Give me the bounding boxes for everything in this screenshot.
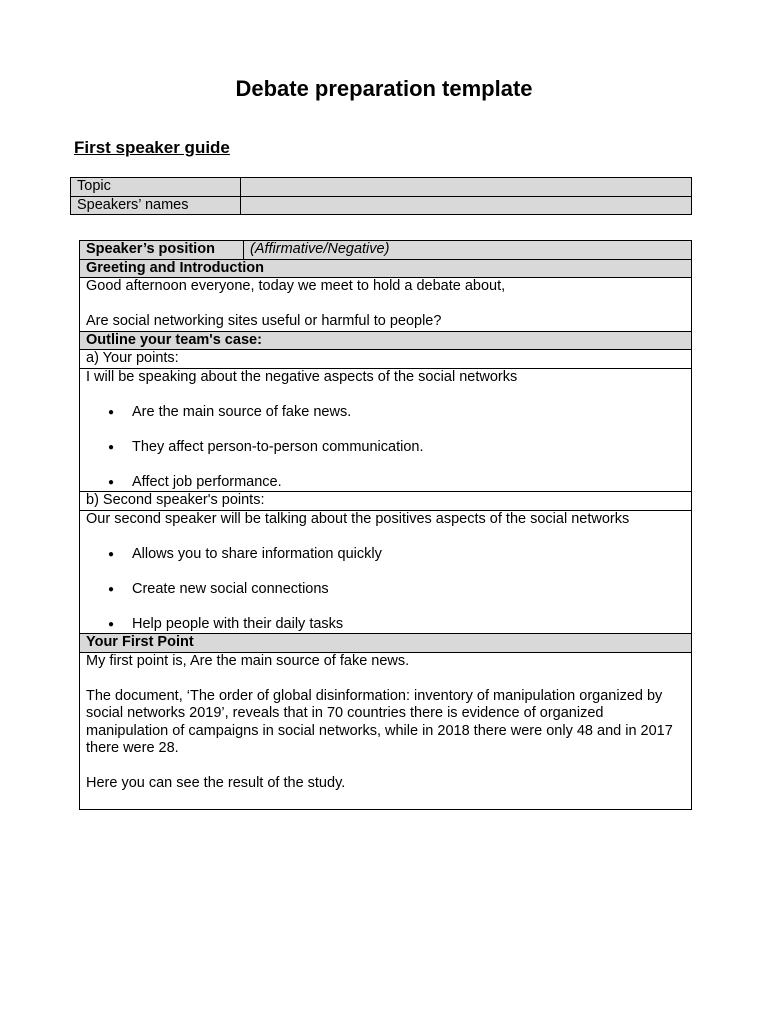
speaker-position-value[interactable]: (Affirmative/Negative): [244, 241, 692, 260]
your-points-cell[interactable]: [80, 368, 692, 492]
second-points-label: b) Second speaker's points:: [80, 492, 692, 511]
section-subtitle: First speaker guide: [74, 138, 230, 157]
document-title: Debate preparation template: [235, 76, 533, 101]
list-item: ● They affect person-to-person communication.: [132, 439, 685, 457]
first-point-result-line: Here you can see the result of the study.: [86, 775, 346, 791]
your-points-intro: I will be speaking about the negative aspects of the social networks: [86, 368, 518, 385]
table-row: [80, 634, 692, 653]
table-row: [80, 492, 692, 511]
your-points-list: [86, 404, 685, 492]
first-point-cell[interactable]: [80, 652, 692, 809]
table-row: [80, 368, 692, 492]
debate-question: Are social networking sites useful or harmful to people?: [86, 313, 442, 329]
greeting-header: Greeting and Introduction: [80, 259, 692, 278]
table-row: [80, 278, 692, 332]
your-points-label: a) Your points:: [80, 350, 692, 369]
table-row: [71, 178, 692, 197]
speaker-table: [79, 240, 692, 810]
first-point-header: Your First Point: [80, 634, 692, 653]
second-points-list: [86, 546, 685, 634]
second-points-intro: Our second speaker will be talking about the positives aspects of the social networks: [86, 510, 630, 527]
table-row: [80, 331, 692, 350]
greeting-cell[interactable]: [80, 278, 692, 332]
speakers-names-field[interactable]: [241, 196, 692, 215]
list-item: ● Allows you to share information quickly: [132, 546, 685, 564]
topic-label: Topic: [71, 178, 241, 197]
table-row: [80, 259, 692, 278]
info-table: [70, 177, 692, 215]
outline-header: Outline your team's case:: [80, 331, 692, 350]
first-point-paragraph: The document, ‘The order of global disinformation: inventory of manipulation organized by social networks 2019’, reveals that in 70 countries there is evidence of organized manipulation of campaigns in social networks, while in 2018 there were only 48 and in 2017 there were 28.: [86, 687, 673, 756]
list-item: ● Are the main source of fake news.: [132, 404, 685, 422]
table-row: [80, 241, 692, 260]
table-row: [80, 652, 692, 809]
speakers-names-label: Speakers’ names: [71, 196, 241, 215]
greeting-line: Good afternoon everyone, today we meet to hold a debate about,: [86, 278, 506, 294]
list-item: ● Affect job performance.: [132, 474, 685, 492]
list-item: ● Create new social connections: [132, 581, 685, 599]
first-point-line: My first point is, Are the main source of fake news.: [86, 652, 410, 669]
list-item: ● Help people with their daily tasks: [132, 616, 685, 634]
speaker-position-label: Speaker’s position: [80, 241, 244, 260]
second-points-cell[interactable]: [80, 510, 692, 634]
topic-field[interactable]: [241, 178, 692, 197]
table-row: [71, 196, 692, 215]
table-row: [80, 350, 692, 369]
table-row: [80, 510, 692, 634]
